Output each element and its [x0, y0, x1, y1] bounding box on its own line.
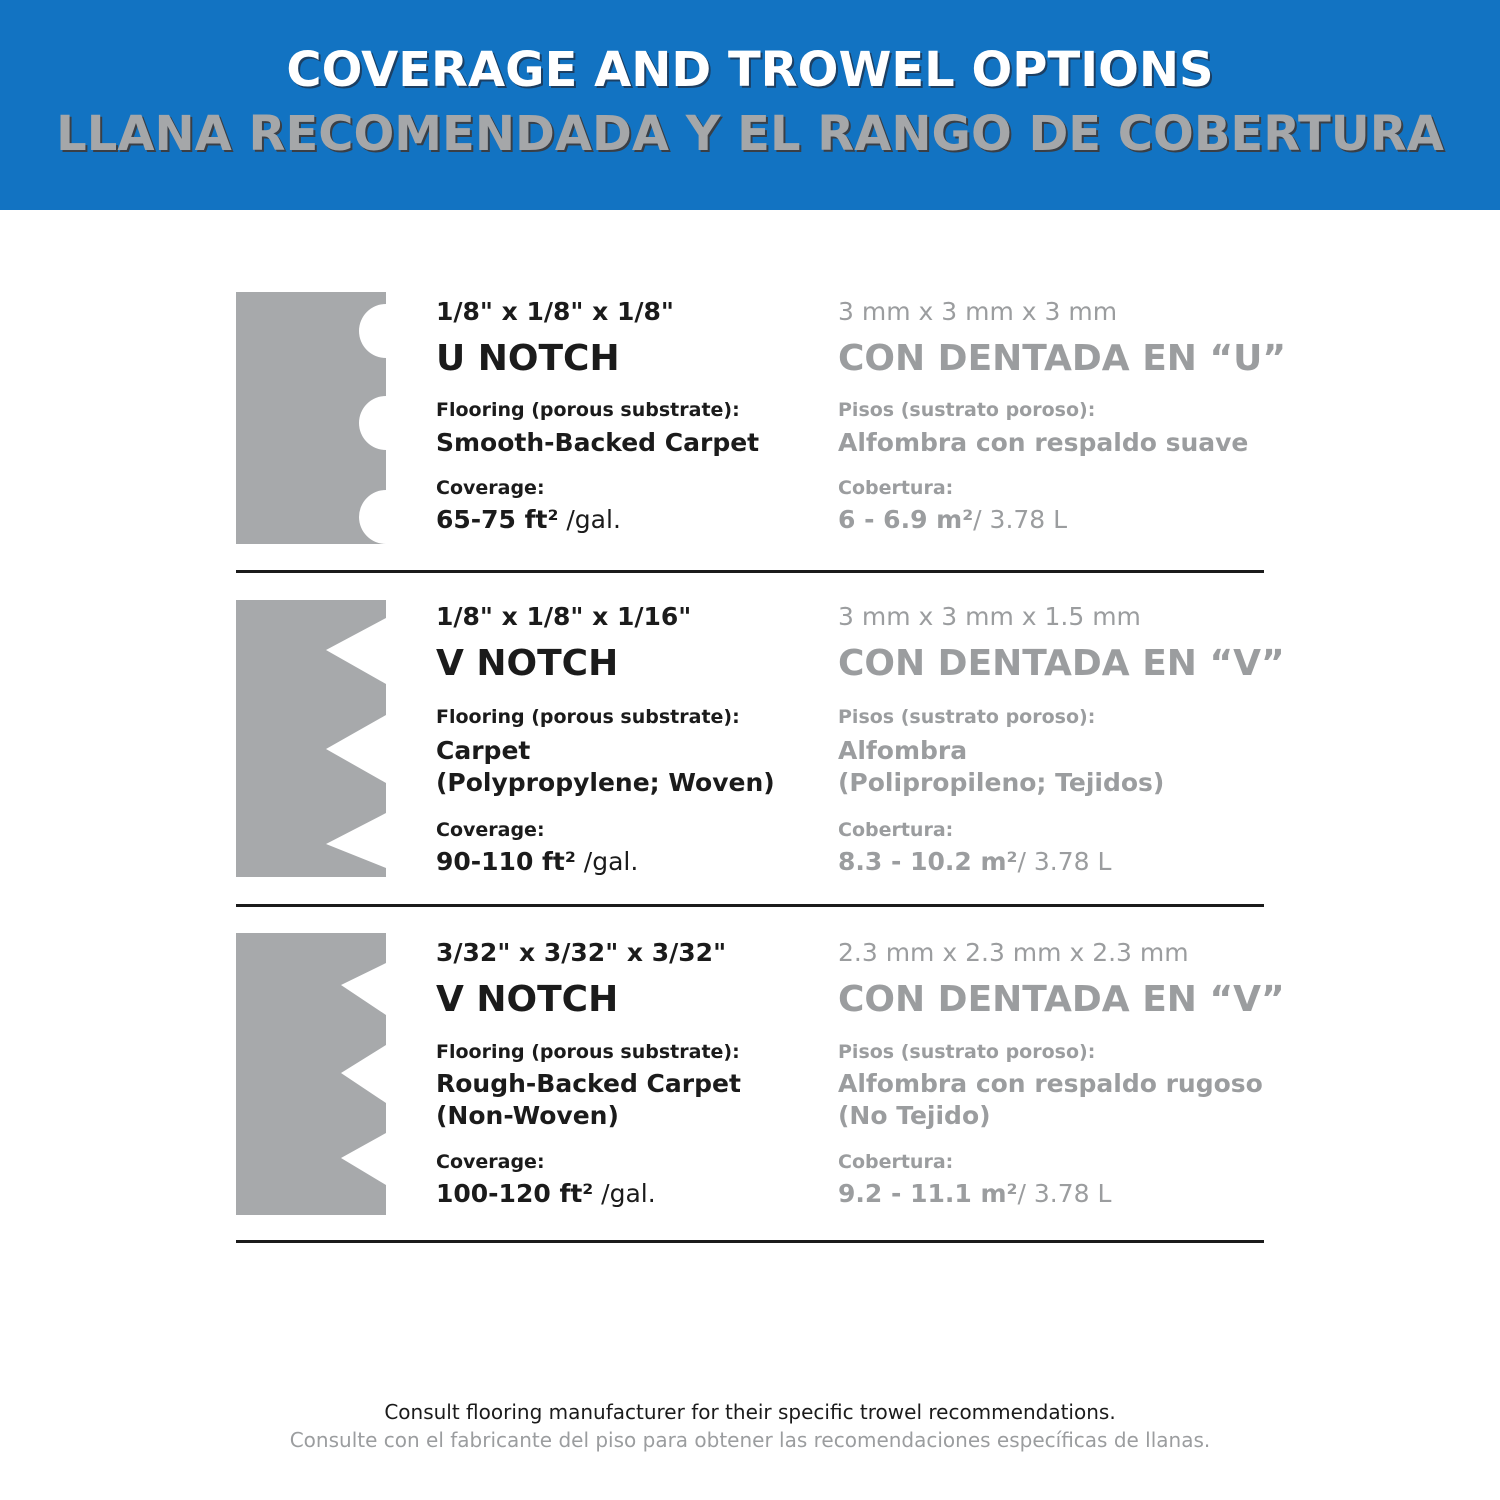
option-2-coverage-value: 90-110 ft² — [436, 847, 576, 876]
option-3-flooring-value-line2-es: (No Tejido) — [838, 1101, 991, 1130]
option-2-coverage — [436, 847, 638, 876]
row-divider — [236, 570, 1264, 573]
option-1-flooring-label-es: Pisos (sustrato poroso): — [838, 399, 1096, 421]
option-3-notch-type: V NOTCH — [436, 979, 619, 1020]
option-2-coverage-unit: /gal. — [575, 847, 639, 876]
option-2-dimensions-es: 3 mm x 3 mm x 1.5 mm — [838, 602, 1141, 631]
row-divider — [236, 904, 1264, 907]
option-1-coverage-label: Coverage: — [436, 477, 545, 499]
header-banner — [0, 0, 1500, 210]
option-1-dimensions: 1/8" x 1/8" x 1/8" — [436, 297, 674, 326]
option-1-coverage-value: 65-75 ft² — [436, 505, 559, 534]
v-notch-trowel-icon — [236, 933, 386, 1215]
option-2-coverage-unit-es: / 3.78 L — [1017, 847, 1112, 876]
option-3-flooring-value-es: Alfombra con respaldo rugoso — [838, 1069, 1263, 1098]
option-3-flooring-label: Flooring (porous substrate): — [436, 1041, 740, 1063]
option-1-coverage-es — [838, 505, 1067, 534]
title-spanish: LLANA RECOMENDADA Y EL RANGO DE COBERTURA — [56, 106, 1444, 162]
option-2-notch-type-es: CON DENTADA EN “V” — [838, 643, 1285, 684]
footer-note-english: Consult flooring manufacturer for their specific trowel recommendations. — [384, 1400, 1116, 1424]
option-2-flooring-label: Flooring (porous substrate): — [436, 706, 740, 728]
option-3-notch-type-es: CON DENTADA EN “V” — [838, 979, 1285, 1020]
option-2-coverage-es — [838, 847, 1111, 876]
title-english: COVERAGE AND TROWEL OPTIONS — [286, 42, 1214, 98]
option-1-flooring-value-es: Alfombra con respaldo suave — [838, 428, 1249, 457]
option-1-notch-type-es: CON DENTADA EN “U” — [838, 338, 1286, 379]
option-3-coverage-value-es: 9.2 - 11.1 m² — [838, 1179, 1018, 1208]
v-notch-trowel-icon — [236, 600, 386, 877]
row-divider — [236, 1240, 1264, 1243]
option-3-coverage-es — [838, 1179, 1111, 1208]
option-2-coverage-label-es: Cobertura: — [838, 819, 954, 841]
option-1-flooring-value: Smooth-Backed Carpet — [436, 428, 760, 457]
option-2-flooring-value: Carpet — [436, 736, 531, 765]
option-1-notch-type: U NOTCH — [436, 338, 620, 379]
option-1-coverage-unit-es: / 3.78 L — [973, 505, 1068, 534]
option-2-dimensions: 1/8" x 1/8" x 1/16" — [436, 602, 692, 631]
option-2-notch-type: V NOTCH — [436, 643, 619, 684]
option-3-coverage — [436, 1179, 656, 1208]
option-2-coverage-label: Coverage: — [436, 819, 545, 841]
option-3-dimensions: 3/32" x 3/32" x 3/32" — [436, 938, 727, 967]
option-1-coverage-unit: /gal. — [558, 505, 621, 534]
u-notch-trowel-icon — [236, 292, 386, 544]
option-1-flooring-label: Flooring (porous substrate): — [436, 399, 740, 421]
footer-note-spanish: Consulte con el fabricante del piso para obtener las recomendaciones específicas de llanas. — [289, 1428, 1211, 1452]
option-3-flooring-value-line2: (Non-Woven) — [436, 1101, 619, 1130]
option-2-flooring-value-line2: (Polypropylene; Woven) — [436, 768, 775, 797]
option-1-coverage — [436, 505, 621, 534]
option-3-flooring-label-es: Pisos (sustrato poroso): — [838, 1041, 1096, 1063]
option-2-coverage-value-es: 8.3 - 10.2 m² — [838, 847, 1018, 876]
option-3-coverage-value: 100-120 ft² — [436, 1179, 594, 1208]
option-3-coverage-label: Coverage: — [436, 1151, 545, 1173]
option-1-coverage-value-es: 6 - 6.9 m² — [838, 505, 974, 534]
option-3-dimensions-es: 2.3 mm x 2.3 mm x 2.3 mm — [838, 938, 1189, 967]
option-2-flooring-value-line2-es: (Polipropileno; Tejidos) — [838, 768, 1165, 797]
option-2-flooring-label-es: Pisos (sustrato poroso): — [838, 706, 1096, 728]
option-1-dimensions-es: 3 mm x 3 mm x 3 mm — [838, 297, 1118, 326]
option-3-coverage-unit: /gal. — [593, 1179, 656, 1208]
option-3-flooring-value: Rough-Backed Carpet — [436, 1069, 741, 1098]
option-2-flooring-value-es: Alfombra — [838, 736, 968, 765]
option-3-coverage-unit-es: / 3.78 L — [1017, 1179, 1112, 1208]
option-1-coverage-label-es: Cobertura: — [838, 477, 954, 499]
option-3-coverage-label-es: Cobertura: — [838, 1151, 954, 1173]
